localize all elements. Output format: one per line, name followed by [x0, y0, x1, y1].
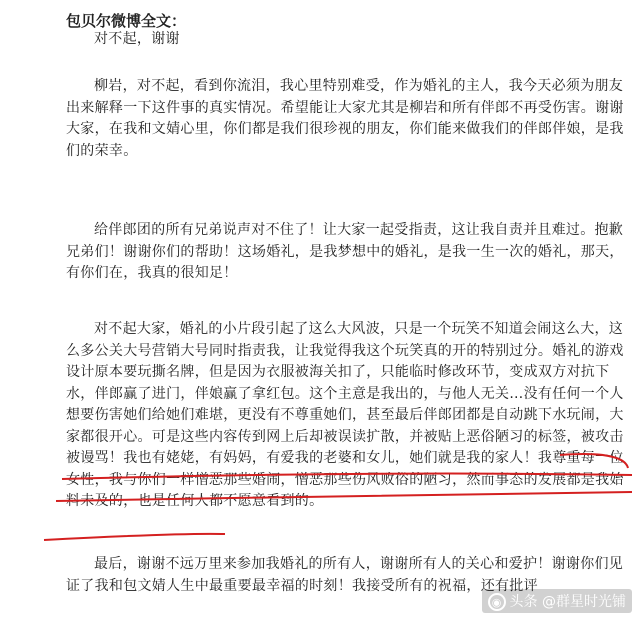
paragraph-3: 给伴郎团的所有兄弟说声对不住了！让大家一起受指责，这让我自责并且难过。抱歉兄弟们！谢谢你们的帮助！这场婚礼，是我梦想中的婚礼，是我一生一次的婚礼，那天，有你们在，我真的很知足！ — [66, 222, 624, 281]
paragraph-4: 对不起大家，婚礼的小片段引起了这么大风波，只是一个玩笑不知道会闹这么大，这么多公关大号营销大号同时指责我，让我觉得我这个玩笑真的开的特别过分。婚礼的游戏设计原本要玩撕名牌，但是因为衣服被海关扣了，只能临时修改环节，变成双方对抗下水，伴郎赢了进门，伴娘赢了拿红包。这个主意是我出的，与他人无关…没有任何一个人想要伤害她们给她们难堪，更没有不尊重她们，甚至最后伴郎团都是自动跳下水玩闹，大家都很开心。可是这些内容传到网上后却被误读扩散，并被贴上恶俗陋习的标签，被攻击被谩骂！我也有姥姥，有妈妈，有爱我的老婆和女儿，她们就是我的家人！我尊重每一位女性，我与你们一样憎恶那些婚闹，憎恶那些伤风败俗的陋习，然而事态的发展都是我始料未及的，也是任何人都不愿意看到的。 — [66, 321, 624, 509]
paragraph-2: 柳岩，对不起，看到你流泪，我心里特别难受，作为婚礼的主人，我今天必须为朋友出来解释一下这件事的真实情况。希望能让大家尤其是柳岩和所有伴郎不再受伤害。谢谢大家，在我和文婧心里，你们都是我们很珍视的朋友，你们能来做我们的伴郎伴娘，是我们的荣幸。 — [66, 78, 624, 159]
camera-icon: ◉ — [488, 593, 506, 611]
page-title: 包贝尔微博全文： — [66, 12, 187, 30]
paragraph-5: 最后，谢谢不远万里来参加我婚礼的所有人，谢谢所有人的关心和爱护！谢谢你们见证了我和包文婧人生中最重要最幸福的时刻！我接受所有的祝福，还有批评 — [66, 556, 624, 594]
watermark-text: 头条 @群星时光铺 — [509, 594, 626, 610]
paragraph-1: 对不起，谢谢 — [94, 31, 180, 47]
underline-stroke-4 — [44, 534, 225, 540]
watermark — [482, 589, 632, 613]
